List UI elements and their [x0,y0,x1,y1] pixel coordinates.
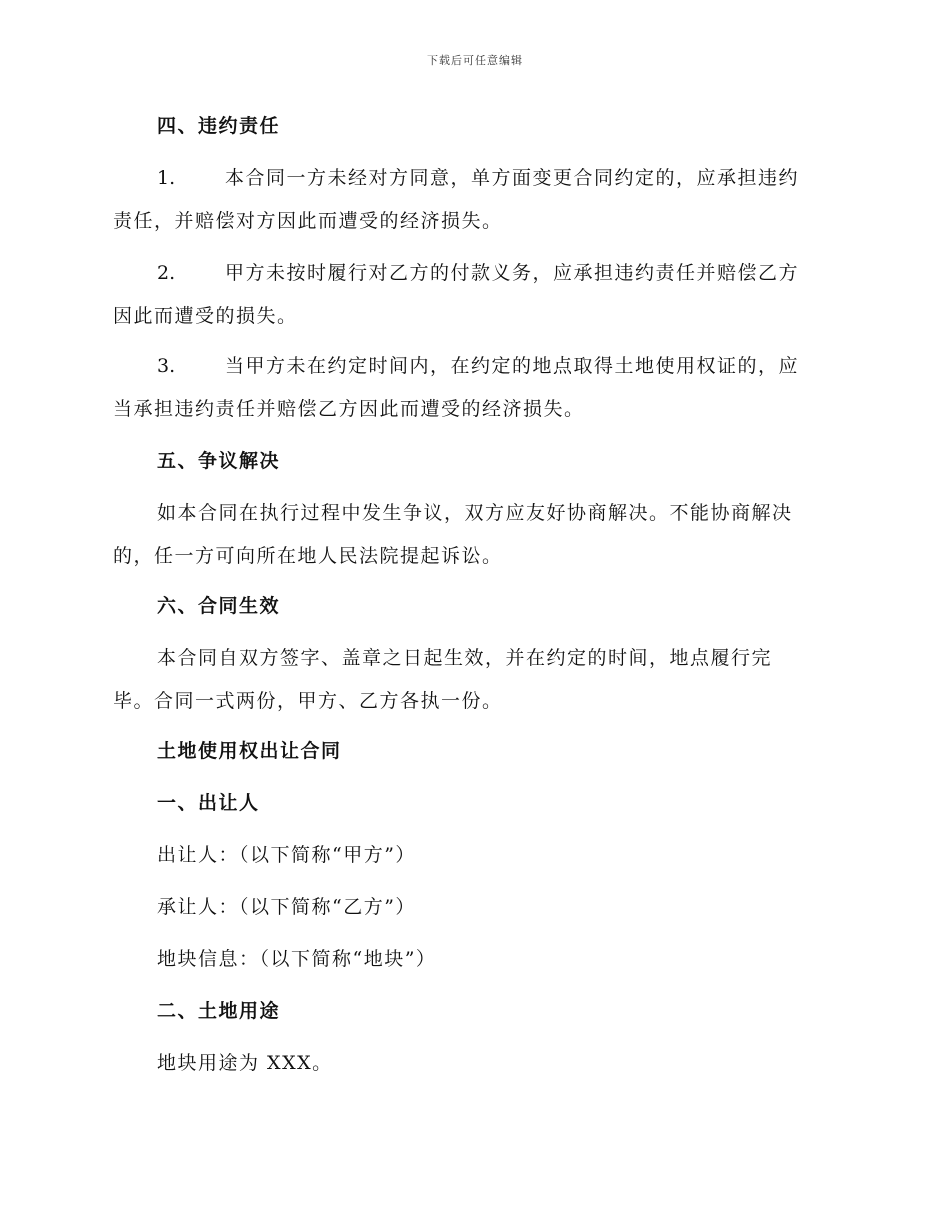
section-heading-liability: 四、违约责任 [157,115,281,137]
land-use-line: 地块用途为 XXX。 [157,1052,333,1074]
clause-number: 2. [157,262,176,284]
clause-number: 1. [157,167,176,189]
dispute-paragraph [113,492,833,578]
page-header: 下载后可任意编辑 [427,54,523,67]
clause-text: 当甲方未在约定时间内，在约定的地点取得土地使用权证的，应 [225,355,800,377]
clause-number: 3. [157,355,176,377]
clause-text: 当承担违约责任并赔偿乙方因此而遭受的经济损失。 [113,398,585,420]
section-heading-land-use: 二、土地用途 [157,1000,281,1022]
effectiveness-paragraph [113,637,833,723]
contract-title: 土地使用权出让合同 [157,740,342,762]
transferor-line: 出让人：（以下简称“甲方”） [157,844,416,866]
clause-text: 本合同一方未经对方同意，单方面变更合同约定的，应承担违约 [225,167,800,189]
liability-clause-1 [113,157,833,243]
clause-text: 因此而遭受的损失。 [113,305,298,327]
liability-clause-3 [113,345,833,431]
clause-text: 责任，并赔偿对方因此而遭受的经济损失。 [113,210,503,232]
plot-info-line: 地块信息：（以下简称“地块”） [157,948,437,970]
paragraph-line: 的，任一方可向所在地人民法院提起诉讼。 [113,545,503,567]
section-heading-transferor: 一、出让人 [157,792,260,814]
clause-text: 甲方未按时履行对乙方的付款义务，应承担违约责任并赔偿乙方 [225,262,800,284]
liability-clause-2 [113,252,833,338]
section-heading-effectiveness: 六、合同生效 [157,595,281,617]
section-heading-dispute: 五、争议解决 [157,450,281,472]
paragraph-line: 毕。合同一式两份，甲方、乙方各执一份。 [113,690,503,712]
paragraph-line: 如本合同在执行过程中发生争议，双方应友好协商解决。不能协商解决 [157,502,793,524]
transferee-line: 承让人：（以下简称“乙方”） [157,896,416,918]
paragraph-line: 本合同自双方签字、盖章之日起生效，并在约定的时间，地点履行完 [157,647,773,669]
